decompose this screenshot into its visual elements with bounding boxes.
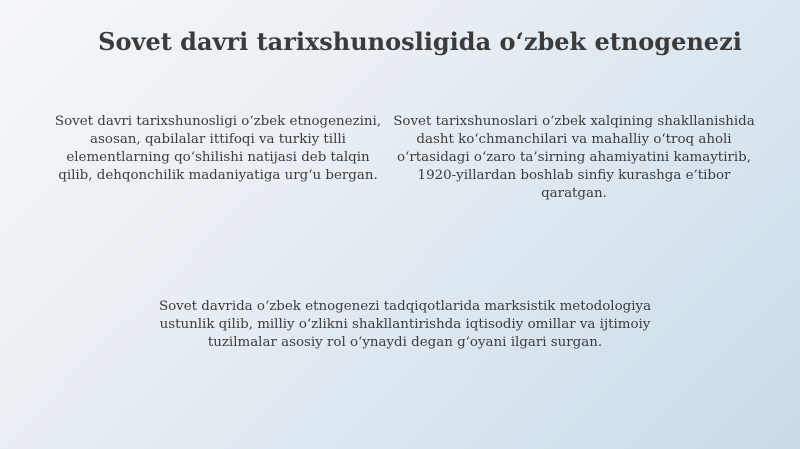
paragraph-left: Sovet davri tarixshunosligi o‘zbek etnogenezini, asosan, qabilalar ittifoqi va turkiy tilli elementlarning qo‘shilishi natijasi deb talqin qilib, dehqonchilik madaniyatiga urg‘u bergan. — [54, 114, 382, 183]
paragraph-bottom: Sovet davrida o‘zbek etnogenezi tadqiqotlarida marksistik metodologiya ustunlik qilib, milliy o‘zlikni shakllantirishda iqtisodiy omillar va ijtimoiy tuzilmalar asosiy rol o‘ynaydi degan g‘oyani ilgari surgan. — [158, 299, 652, 350]
slide-title: Sovet davri tarixshunosligida o‘zbek etnogenezi — [98, 27, 742, 56]
paragraph-right: Sovet tarixshunoslari o‘zbek xalqining shakllanishida dasht ko‘chmanchilari va mahalliy o‘troq aholi o‘rtasidagi o‘zaro ta’sirning ahamiyatini kamaytirib, 1920-yillardan boshlab sinfiy kurashga e’tibor qaratgan. — [393, 114, 755, 201]
